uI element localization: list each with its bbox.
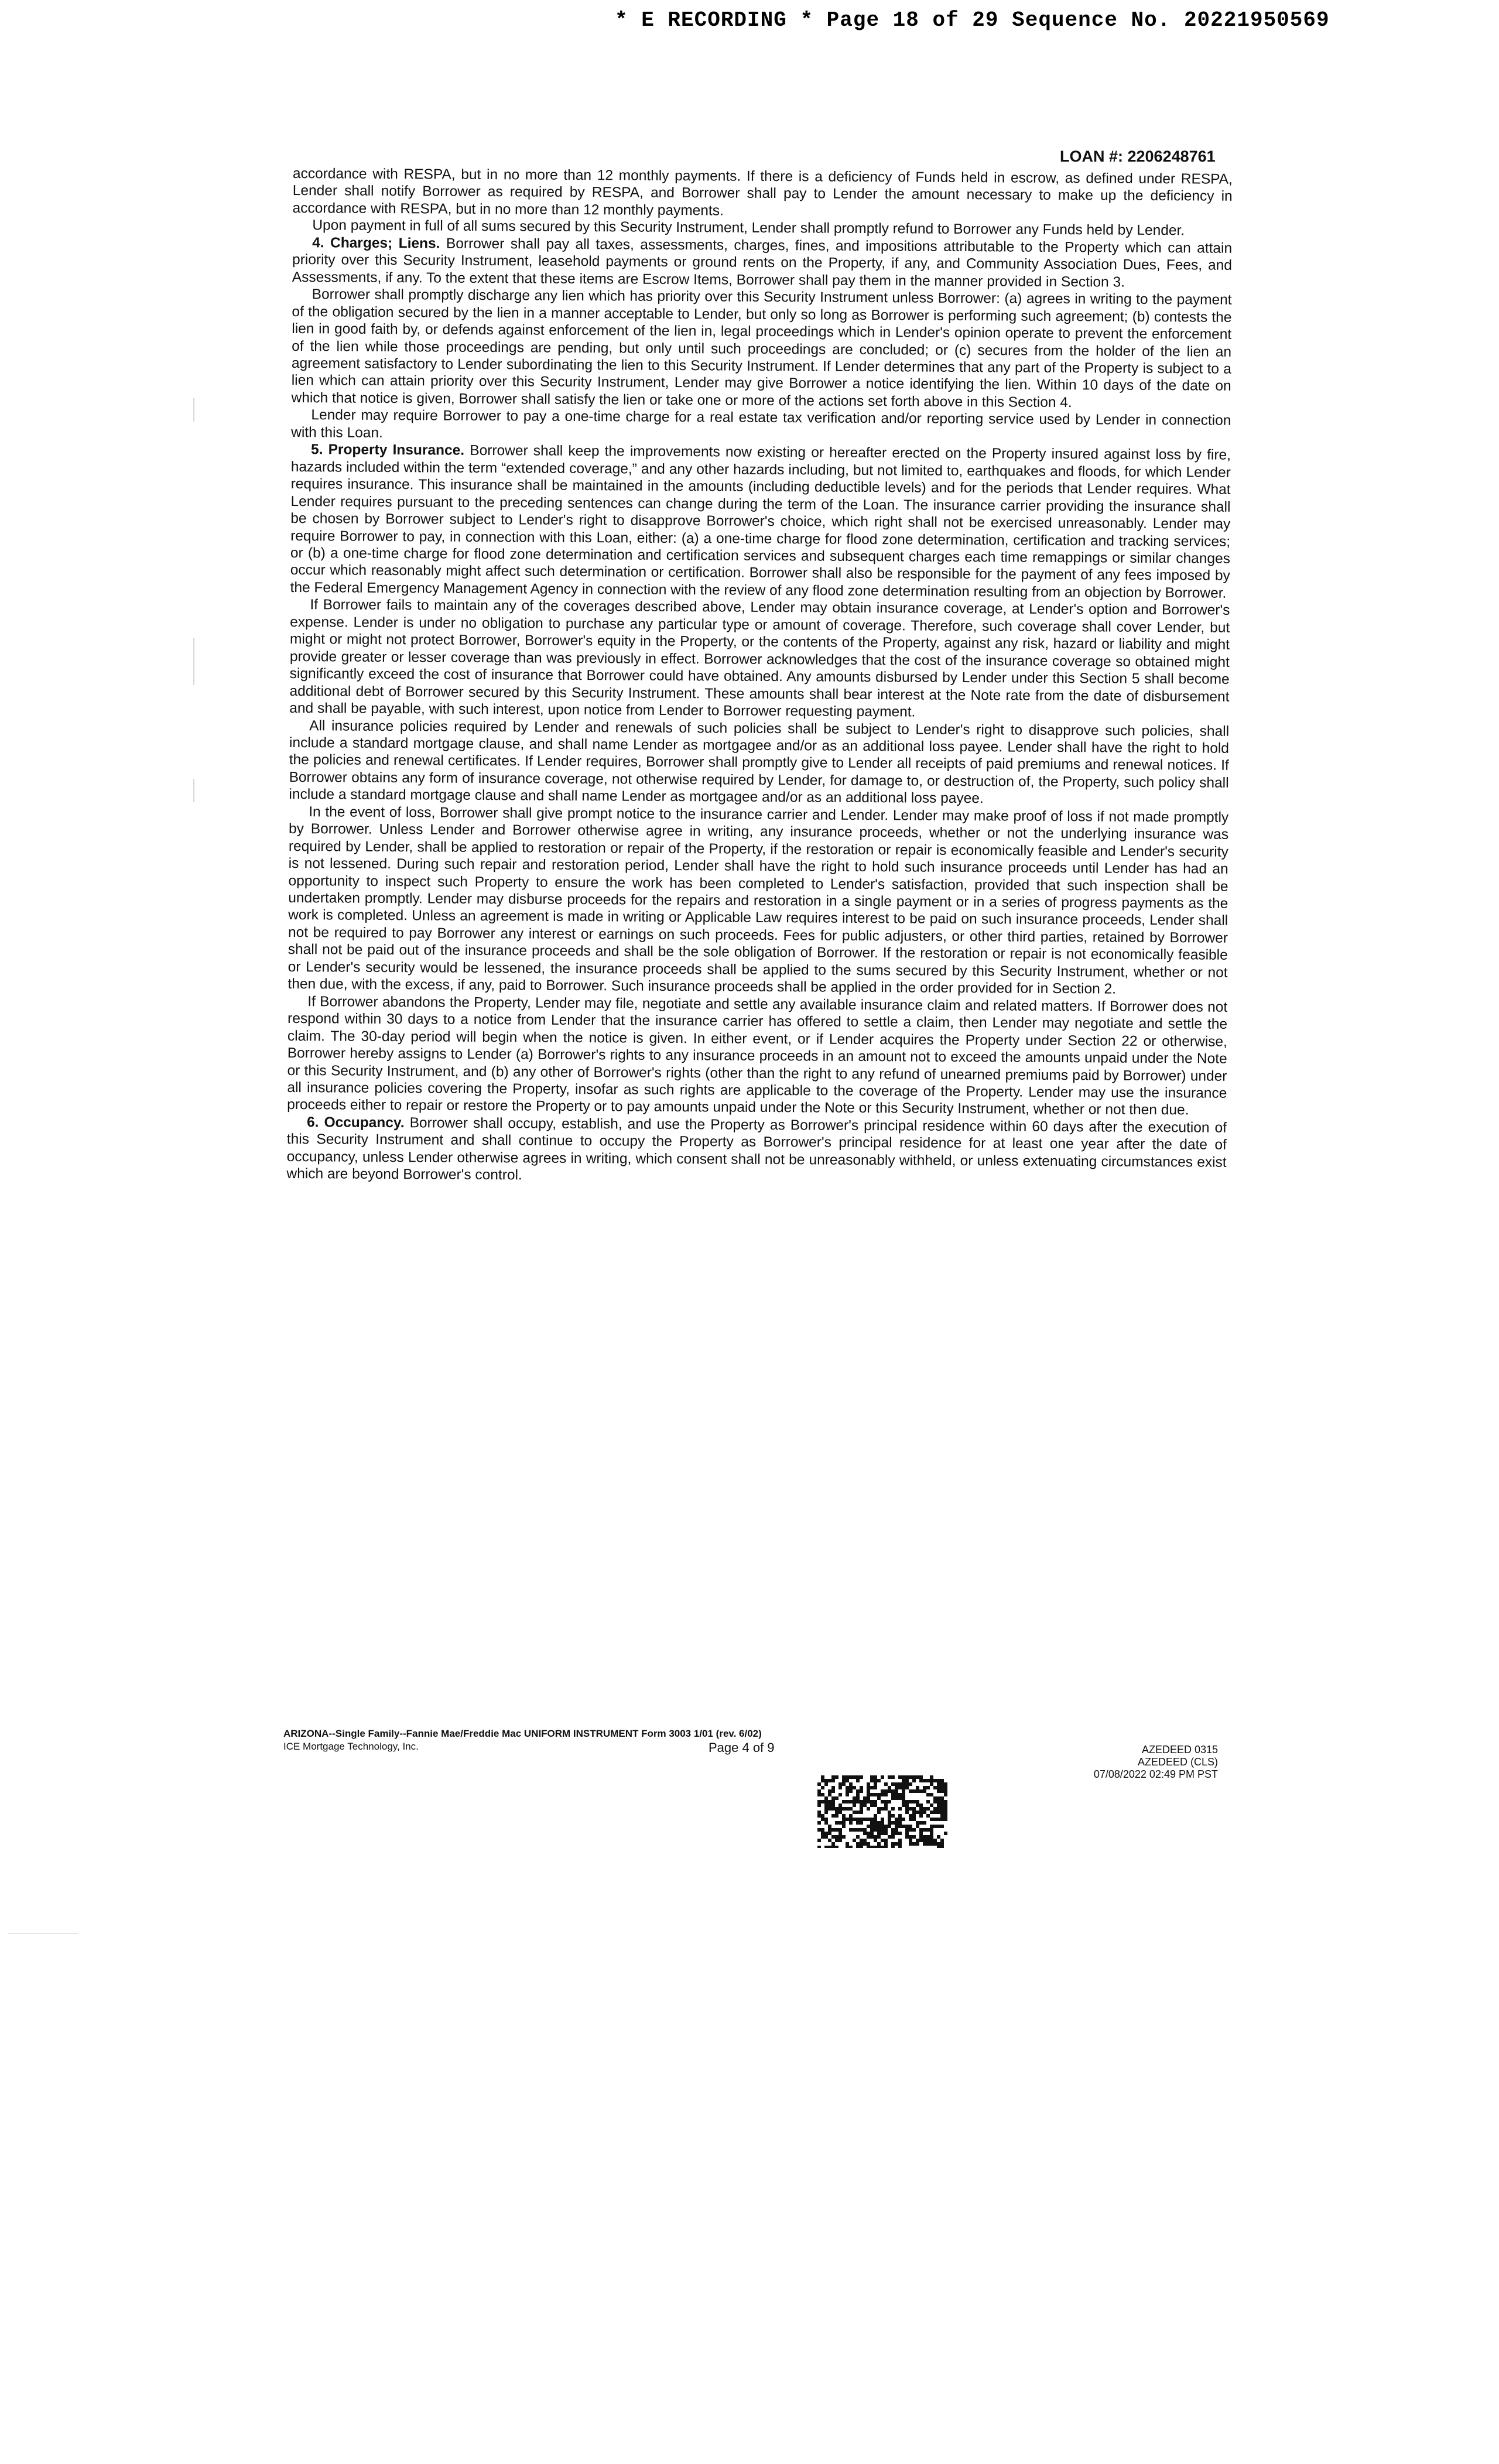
body-paragraph (286, 1114, 1227, 1189)
document-body (286, 165, 1233, 1189)
section-heading: 6. Occupancy. (306, 1114, 405, 1131)
scan-artifact (193, 779, 194, 802)
paragraph-text: In the event of loss, Borrower shall give prompt notice to the insurance carrier and Lender. Lender may make proof of loss if not made promptly by Borrower. Unless Lender and Borrower otherwise agree in writing, any insurance proceeds, whether or not the underlying insurance was required by Lender, shall be applied to restoration or repair of the Property, if the restoration or repair is economically feasible and Lender's security is not lessened. During such repair and restoration period, Lender shall have the right to hold such insurance proceeds until Lender has had an opportunity to inspect such Property to ensure the work has been completed to Lender's satisfaction, provided that such inspection shall be undertaken promptly. Lender may disburse proceeds for the repairs and restoration in a single payment or in a series of progress payments as the work is completed. Unless an agreement is made in writing or Applicable Law requires interest to be paid on such insurance proceeds, Lender shall not be required to pay Borrower any interest or earnings on such proceeds. Fees for public adjusters, or other third parties, retained by Borrower shall not be paid out of the insurance proceeds and shall be the sole obligation of Borrower. If the restoration or repair is not economically feasible or Lender's security would be lessened, the insurance proceeds shall be applied to the sums secured by this Security Instrument, whether or not then due, with the excess, if any, paid to Borrower. Such insurance proceeds shall be applied in the order provided for in Section 2. (288, 803, 1229, 997)
paragraph-text: accordance with RESPA, but in no more than 12 monthly payments. If there is a deficiency of Funds held in escrow, as defined under RESPA, Lender shall notify Borrower as required by RESPA, and Borrower shall pay to Lender the amount necessary to make up the deficiency in accordance with RESPA, but in no more than 12 monthly payments. (292, 165, 1233, 219)
paragraph-text: If Borrower fails to maintain any of the coverages described above, Lender may obtain insurance coverage, at Lender's option and Borrower's expense. Lender is under no obligation to purchase any particular type or amount of coverage. Therefore, such coverage shall cover Lender, but might or might not protect Borrower, Borrower's equity in the Property, or the contents of the Property, against any risk, hazard or liability and might provide greater or lesser coverage than was previously in effect. Borrower acknowledges that the cost of the insurance coverage so obtained might significantly exceed the cost of insurance that Borrower could have obtained. Any amounts disbursed by Lender under this Section 5 shall become additional debt of Borrower secured by this Security Instrument. These amounts shall bear interest at the Note rate from the date of disbursement and shall be payable, with such interest, upon notice from Lender to Borrower requesting payment. (289, 597, 1230, 720)
form-code: AZEDEED 0315 (1141, 1744, 1218, 1755)
section-heading: 4. Charges; Liens. (312, 235, 440, 252)
form-title: ARIZONA--Single Family--Fannie Mae/Freddie Mac UNIFORM INSTRUMENT Form 3003 1/01 (rev. 6/02) (283, 1728, 762, 1739)
body-paragraph (289, 596, 1230, 723)
footer-left (283, 1727, 762, 1753)
body-paragraph (287, 993, 1227, 1120)
paragraph-text: Upon payment in full of all sums secured by this Security Instrument, Lender shall promptly refund to Borrower any Funds held by Lender. (312, 217, 1185, 239)
body-paragraph (288, 803, 1228, 999)
print-timestamp: 07/08/2022 02:49 PM PST (1093, 1768, 1218, 1780)
footer-right (1042, 1744, 1218, 1781)
paragraph-text: Borrower shall keep the improvements now existing or hereafter erected on the Property insured against loss by fire, hazards included within the term “extended coverage,” and any other hazards including, but not limited to, earthquakes and floods, for which Lender requires insurance. This insurance shall be maintained in the amounts (including deductible levels) and for the periods that Lender requires. What Lender requires pursuant to the preceding sentences can change during the term of the Loan. The insurance carrier providing the insurance shall be chosen by Borrower subject to Lender's right to disapprove Borrower's choice, which right shall not be exercised unreasonably. Lender may require Borrower to pay, in connection with this Loan, either: (a) a one-time charge for flood zone determination, certification and tracking services; or (b) a one-time charge for flood zone determination and certification services and subsequent charges each time remappings or similar changes occur which reasonably might affect such determination or certification. Borrower shall also be responsible for the payment of any fees imposed by the Federal Emergency Management Agency in connection with the review of any flood zone determination resulting from an objection by Borrower. (290, 443, 1231, 601)
scan-artifact (8, 1933, 78, 1934)
page-number: Page 4 of 9 (709, 1740, 775, 1755)
paragraph-text: Lender may require Borrower to pay a one-time charge for a real estate tax verification and/or reporting service used by Lender in connection with this Loan. (291, 407, 1231, 441)
paragraph-text: Borrower shall occupy, establish, and use the Property as Borrower's principal residence within 60 days after the execution of this Security Instrument and shall continue to occupy the Property as Borrower's principal residence for at least one year after the date of occupancy, unless Lender otherwise agrees in writing, which consent shall not be unreasonably withheld, or unless extenuating circumstances exist which are beyond Borrower's control. (286, 1115, 1227, 1183)
body-paragraph (289, 717, 1229, 809)
body-paragraph (291, 286, 1231, 412)
body-paragraph (290, 441, 1231, 602)
paragraph-text: If Borrower abandons the Property, Lender may file, negotiate and settle any available insurance claim and related matters. If Borrower does not respond within 30 days to a notice from Lender that the insurance carrier has offered to settle a claim, then Lender may negotiate and settle the claim. The 30-day period will begin when the notice is given. In either event, or if Lender acquires the Property under Section 22 or otherwise, Borrower hereby assigns to Lender (a) Borrower's rights to any insurance proceeds in an amount not to exceed the amounts unpaid under the Note or this Security Instrument, and (b) any other of Borrower's rights (other than the right to any refund of unearned premiums paid by Borrower) under all insurance policies covering the Property, insofar as such rights are applicable to the coverage of the Property. Lender may use the insurance proceeds either to repair or restore the Property or to pay amounts unpaid under the Note or this Security Instrument, whether or not then due. (287, 993, 1228, 1118)
vendor-name: ICE Mortgage Technology, Inc. (283, 1741, 419, 1752)
paragraph-text: All insurance policies required by Lender and renewals of such policies shall be subject to Lender's right to disapprove such policies, shall include a standard mortgage clause, and shall name Lender as mortgagee and/or as an additional loss payee. Lender shall have the right to hold the policies and renewal certificates. If Lender requires, Borrower shall promptly give to Lender all receipts of paid premiums and renewal notices. If Borrower obtains any form of insurance coverage, not otherwise required by Lender, for damage to, or destruction of, the Property, such policy shall include a standard mortgage clause and shall name Lender as mortgagee and/or as an additional loss payee. (289, 717, 1230, 807)
section-heading: 5. Property Insurance. (310, 442, 465, 459)
recording-header: * E RECORDING * Page 18 of 29 Sequence No. 20221950569 (615, 8, 1330, 32)
body-paragraph (292, 165, 1233, 223)
body-paragraph (291, 406, 1231, 447)
paragraph-text: Borrower shall promptly discharge any lien which has priority over this Security Instrument unless Borrower: (a) agrees in writing to the payment of the obligation secured by the lien in a manner acceptable to Lender, but only so long as Borrower is performing such agreement; (b) contests the lien in good faith by, or defends against enforcement of the lien in, legal proceedings which in Lender's opinion operate to prevent the enforcement of the lien while those proceedings are pending, but only until such proceedings are concluded; or (c) secures from the holder of the lien an agreement satisfactory to Lender subordinating the lien to this Security Instrument. If Lender determines that any part of the Property is subject to a lien which can attain priority over this Security Instrument, Lender may give Borrower a notice identifying the lien. Within 10 days of the date on which that notice is given, Borrower shall satisfy the lien or take one or more of the actions set forth above in this Section 4. (291, 286, 1232, 411)
loan-number: LOAN #: 2206248761 (1060, 148, 1216, 165)
barcode-image (817, 1775, 947, 1848)
scan-artifact (193, 638, 194, 685)
body-paragraph (292, 234, 1233, 292)
scan-artifact (193, 398, 194, 422)
form-code-cls: AZEDEED (CLS) (1137, 1756, 1218, 1768)
paragraph-text: Borrower shall pay all taxes, assessments, charges, fines, and impositions attributable to the Property which can attain priority over this Security Instrument, leasehold payments or ground rents on the Property, if any, and Community Association Dues, Fees, and Assessments, if any. To the extent that these items are Escrow Items, Borrower shall pay them in the manner provided in Section 3. (292, 235, 1233, 290)
